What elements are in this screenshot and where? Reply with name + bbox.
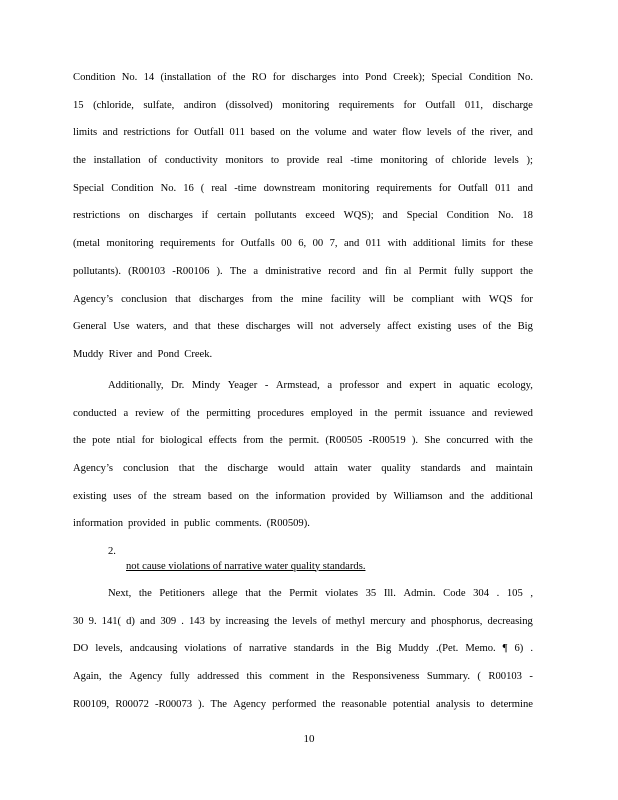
paragraph-2 [73,372,533,538]
text-line: the pote ntial for biological effects from the permit. (R00505 -R00519 ). She concurred with the [73,435,533,447]
paragraph-3 [73,580,533,718]
text-line: R00109, R00072 -R00073 ). The Agency performed the reasonable potential analysis to determine [73,698,533,710]
heading-line-2: not cause violations of narrative water quality standards. [126,560,366,572]
paragraph-1 [73,64,533,369]
text-line: 15 (chloride, sulfate, andiron (dissolved) monitoring requirements for Outfall 011, discharge [73,99,533,111]
text-line: existing uses of the stream based on the information provided by Williamson and the additional [73,490,533,502]
text-line: restrictions on discharges if certain pollutants exceed WQS); and Special Condition No. 18 [73,210,533,222]
page-number: 10 [303,733,315,745]
heading-line-1 [126,545,533,560]
text-line: Agency’s conclusion that discharges from the mine facility will be compliant with WQS for [73,293,533,305]
heading-number: 2. [108,546,116,557]
text-line: the installation of conductivity monitors to provide real -time monitoring of chloride levels ); [73,155,533,167]
text-line: DO levels, andcausing violations of narrative standards in the Big Muddy .(Pet. Memo. ¶ 6) . [73,643,533,655]
text-line: Additionally, Dr. Mindy Yeager - Armstead, a professor and expert in aquatic ecology, [108,380,533,391]
text-line: General Use waters, and that these discharges will not adversely affect existing uses of the Big [73,321,533,333]
text-line: Next, the Petitioners allege that the Permit violates 35 Ill. Admin. Code 304 . 105 , [108,588,533,599]
text-line: Muddy River and Pond Creek. [73,348,213,360]
section-heading [108,545,533,574]
text-line: 30 9. 141( d) and 309 . 143 by increasing the levels of methyl mercury and phosphorus, decreasing [73,615,533,627]
text-line: pollutants). (R00103 -R00106 ). The a dministrative record and fin al Permit fully support the [73,265,533,277]
text-line: conducted a review of the permitting procedures employed in the permit issuance and reviewed [73,407,533,419]
text-line: (metal monitoring requirements for Outfalls 00 6, 00 7, and 011 with additional limits for these [73,238,533,250]
text-line: Special Condition No. 16 ( real -time downstream monitoring requirements for Outfall 011 and [73,182,533,194]
text-line: Agency’s conclusion that the discharge would attain water quality standards and maintain [73,463,533,475]
text-line: information provided in public comments. (R00509). [73,518,310,530]
text-line: limits and restrictions for Outfall 011 based on the volume and water flow levels of the river, and [73,127,533,139]
text-line: Condition No. 14 (installation of the RO for discharges into Pond Creek); Special Condition No. [73,72,533,83]
text-line: Again, the Agency fully addressed this comment in the Responsiveness Summary. ( R00103 - [73,671,533,683]
